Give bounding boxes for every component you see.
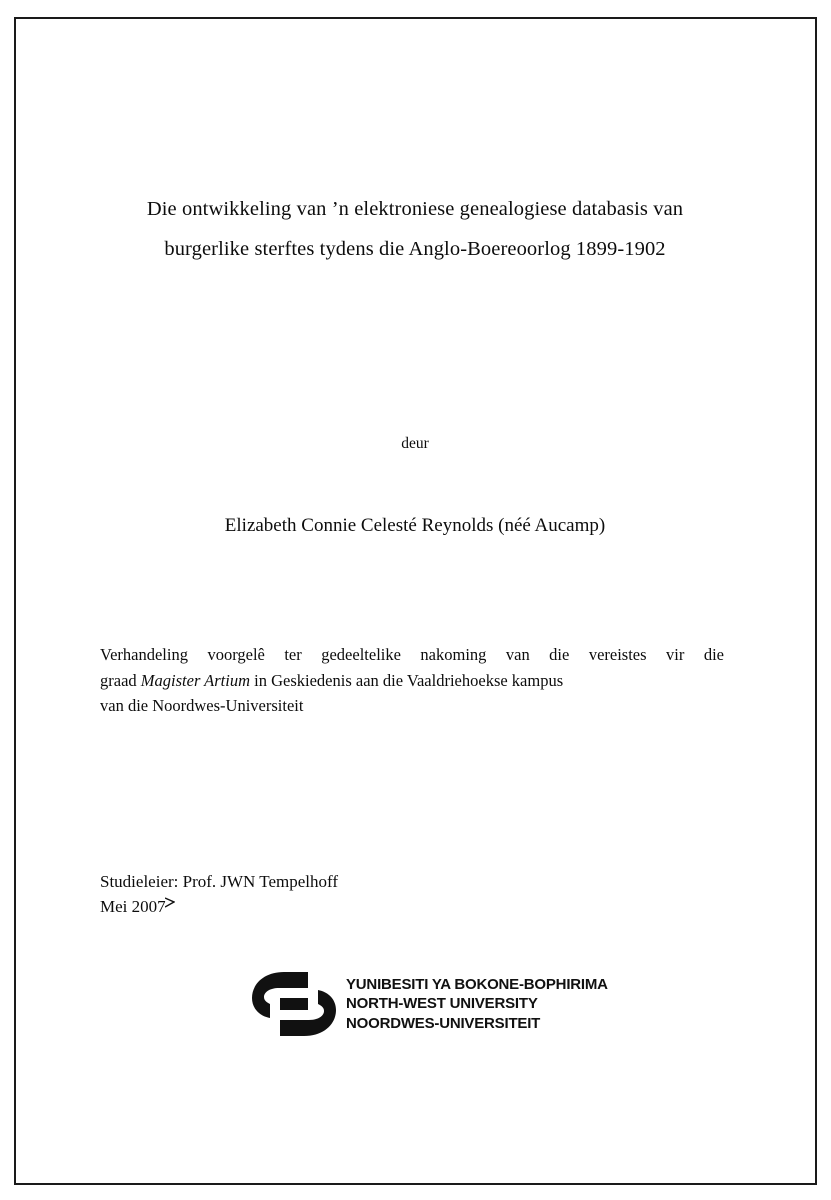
degree-statement-line-2	[100, 668, 724, 694]
title-line-1: Die ontwikkeling van ’n elektroniese genealogiese databasis van	[146, 198, 684, 220]
degree-statement-line-2-after: in Geskiedenis aan die Vaaldriehoekse kampus	[250, 670, 564, 690]
university-logo	[246, 965, 606, 1043]
degree-statement-line-3: van die Noordwes-Universiteit	[100, 696, 304, 716]
date-line: Mei 2007	[100, 897, 166, 917]
logo-line-2: NORTH-WEST UNIVERSITY	[346, 995, 538, 1013]
degree-statement	[100, 642, 724, 719]
logo-line-1: YUNIBESITI YA BOKONE-BOPHIRIMA	[346, 976, 608, 994]
by-label: deur	[401, 434, 429, 452]
degree-statement-line-2-before: graad	[100, 670, 141, 690]
university-logo-text	[346, 975, 608, 1033]
title-page-content	[100, 190, 730, 920]
degree-name-italic: Magister Artium	[140, 670, 251, 690]
pen-mark-icon	[165, 897, 175, 909]
page-title	[100, 190, 730, 270]
logo-line-3: NOORDWES-UNIVERSITEIT	[346, 1014, 541, 1032]
author-name: Elizabeth Connie Celesté Reynolds (néé Aucamp)	[224, 514, 606, 536]
supervisor-line: Studieleier: Prof. JWN Tempelhoff	[100, 871, 339, 891]
degree-statement-line-1: Verhandeling voorgelê ter gedeeltelike nakoming van die vereistes vir die	[100, 644, 724, 664]
date-line-wrap	[100, 894, 730, 920]
supervisor-block	[100, 869, 730, 920]
nwu-logo-mark-icon	[246, 968, 342, 1040]
title-line-2: burgerlike sterftes tydens die Anglo-Boereoorlog 1899-1902	[164, 237, 666, 260]
